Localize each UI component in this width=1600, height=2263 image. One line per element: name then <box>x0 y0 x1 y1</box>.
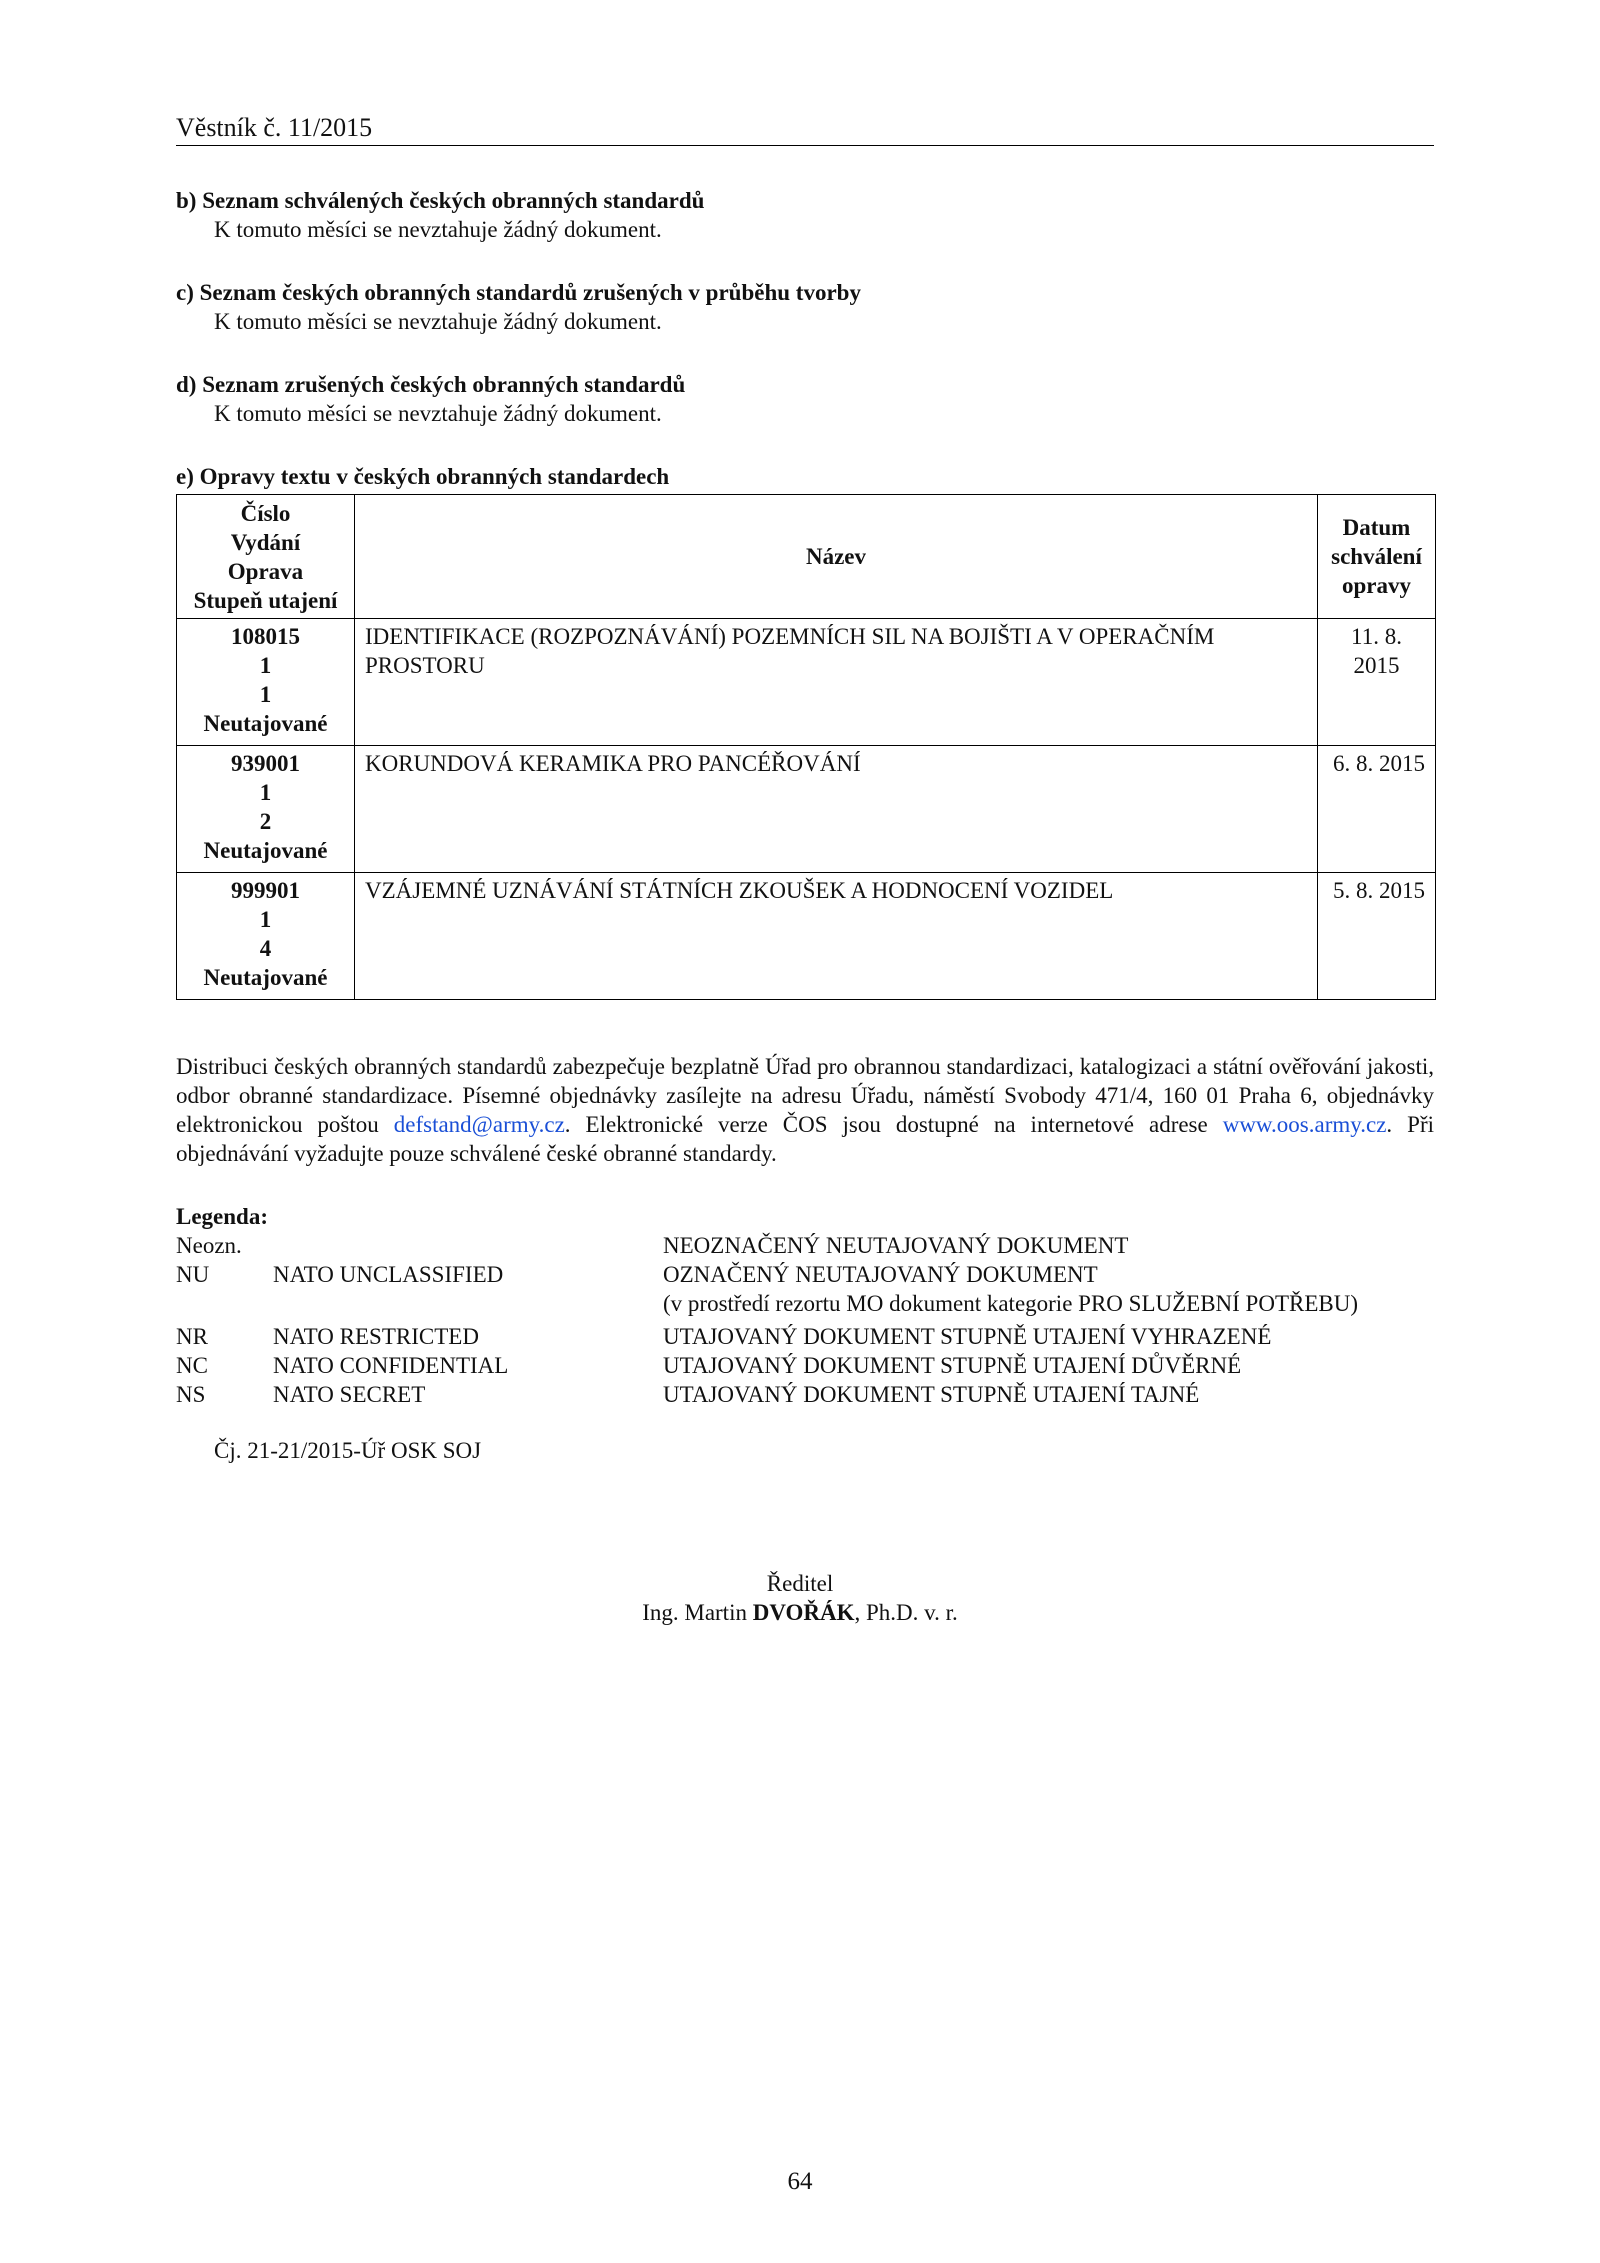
distribution-paragraph <box>176 1052 1434 1168</box>
legend-code: Neozn. <box>176 1233 242 1258</box>
legend-desc: UTAJOVANÝ DOKUMENT STUPNĚ UTAJENÍ DŮVĚRNÉ <box>663 1353 1242 1378</box>
legend-row <box>176 1380 1476 1409</box>
row-correction: 2 <box>259 809 272 834</box>
signature-name-prefix: Ing. Martin <box>642 1600 753 1625</box>
row-name-cell <box>355 619 1318 746</box>
reference-number: Čj. 21-21/2015-Úř OSK SOJ <box>214 1438 482 1463</box>
website-link[interactable]: www.oos.army.cz <box>1222 1112 1387 1137</box>
legend-row <box>176 1322 1476 1351</box>
header-edition: Vydání <box>230 529 301 555</box>
section-e <box>176 462 1434 491</box>
legend-desc: OZNAČENÝ NEUTAJOVANÝ DOKUMENT <box>663 1262 1098 1287</box>
section-b-title: b) Seznam schválených českých obranných standardů <box>176 188 705 213</box>
table-header-row <box>177 495 1436 619</box>
distribution-text: Distribuci českých obranných standardů zabezpečuje bezplatně Úřad pro obrannou standardizaci, katalogizaci a státní ověřování jakosti, odbor obranné standardizace. Písemné objednávky zasílejte na adresu Úřadu, náměstí Svobody 471/4, 160 01 Praha 6, objednávky elektronickou poštou <box>176 1054 1434 1137</box>
legend-title: Legenda: <box>176 1204 268 1229</box>
row-date-cell <box>1318 746 1436 873</box>
legend-row <box>176 1351 1476 1380</box>
legend-code: NR <box>176 1324 208 1349</box>
page-number: 64 <box>787 2168 813 2195</box>
legend-row <box>176 1289 1476 1318</box>
section-b <box>176 186 1434 244</box>
row-name-cell <box>355 873 1318 1000</box>
legend-name: NATO UNCLASSIFIED <box>273 1262 504 1287</box>
row-name-line: KORUNDOVÁ KERAMIKA PRO PANCÉŘOVÁNÍ <box>365 751 861 776</box>
row-name-line: PROSTORU <box>365 653 485 678</box>
row-number: 939001 <box>231 751 300 776</box>
legend-name: NATO RESTRICTED <box>273 1324 479 1349</box>
email-link[interactable]: defstand@army.cz <box>393 1112 565 1137</box>
header-number: Číslo <box>240 500 291 526</box>
table-row <box>177 619 1436 746</box>
row-id-cell <box>177 873 355 1000</box>
row-name-line: IDENTIFIKACE (ROZPOZNÁVÁNÍ) POZEMNÍCH SIL NA BOJIŠTI A V OPERAČNÍM <box>365 624 1215 649</box>
corrections-table <box>176 494 1436 1000</box>
row-date-line: 2015 <box>1353 653 1400 678</box>
row-id-cell <box>177 746 355 873</box>
legend-desc: (v prostředí rezortu MO dokument kategorie PRO SLUŽEBNÍ POTŘEBU) <box>663 1291 1359 1316</box>
header-id-cell <box>177 495 355 619</box>
header-date-2: schválení <box>1331 544 1422 569</box>
page-header: Věstník č. 11/2015 <box>176 113 1434 146</box>
row-correction: 1 <box>259 682 272 707</box>
signature-surname: DVOŘÁK <box>752 1600 855 1625</box>
row-number: 108015 <box>231 624 300 649</box>
table-row <box>177 746 1436 873</box>
row-date-line: 5. 8. 2015 <box>1333 878 1425 903</box>
section-c <box>176 278 1434 336</box>
legend-desc: UTAJOVANÝ DOKUMENT STUPNĚ UTAJENÍ VYHRAZENÉ <box>663 1324 1272 1349</box>
legend-code: NS <box>176 1382 206 1407</box>
row-edition: 1 <box>259 780 272 805</box>
legend-code: NU <box>176 1262 210 1287</box>
row-classification: Neutajované <box>203 838 328 863</box>
row-date-line: 11. 8. <box>1351 624 1402 649</box>
legend-code: NC <box>176 1353 208 1378</box>
row-edition: 1 <box>259 653 272 678</box>
section-b-text: K tomuto měsíci se nevztahuje žádný dokument. <box>214 217 662 242</box>
signature-name <box>0 1598 1600 1627</box>
legend-row <box>176 1231 1476 1260</box>
section-c-text: K tomuto měsíci se nevztahuje žádný dokument. <box>214 309 662 334</box>
section-d-text: K tomuto měsíci se nevztahuje žádný dokument. <box>214 401 662 426</box>
row-id-cell <box>177 619 355 746</box>
row-classification: Neutajované <box>203 965 328 990</box>
header-name: Název <box>355 495 1318 619</box>
section-d <box>176 370 1434 428</box>
header-correction: Oprava <box>227 558 304 584</box>
legend-row <box>176 1260 1476 1289</box>
section-e-title: e) Opravy textu v českých obranných standardech <box>176 464 670 489</box>
distribution-text: . Při objednávání vyžadujte pouze schválené české obranné standardy. <box>176 1112 1434 1166</box>
section-d-title: d) Seznam zrušených českých obranných standardů <box>176 372 686 397</box>
header-date-3: opravy <box>1342 573 1411 598</box>
header-date-1: Datum <box>1342 515 1411 540</box>
row-number: 999901 <box>231 878 300 903</box>
row-date-line: 6. 8. 2015 <box>1333 751 1425 776</box>
row-name-cell <box>355 746 1318 873</box>
row-date-cell <box>1318 873 1436 1000</box>
table-row <box>177 873 1436 1000</box>
header-date-cell <box>1318 495 1436 619</box>
header-classification: Stupeň utajení <box>193 587 338 613</box>
row-date-cell <box>1318 619 1436 746</box>
legend-desc: UTAJOVANÝ DOKUMENT STUPNĚ UTAJENÍ TAJNÉ <box>663 1382 1200 1407</box>
distribution-text: . Elektronické verze ČOS jsou dostupné na internetové adrese <box>564 1112 1223 1137</box>
row-classification: Neutajované <box>203 711 328 736</box>
legend-name: NATO SECRET <box>273 1382 426 1407</box>
legend-desc: NEOZNAČENÝ NEUTAJOVANÝ DOKUMENT <box>663 1233 1129 1258</box>
row-name-line: VZÁJEMNÉ UZNÁVÁNÍ STÁTNÍCH ZKOUŠEK A HODNOCENÍ VOZIDEL <box>365 878 1114 903</box>
row-edition: 1 <box>259 907 272 932</box>
signature-role: Ředitel <box>766 1571 834 1596</box>
legend-name: NATO CONFIDENTIAL <box>273 1353 509 1378</box>
signature-name-suffix: , Ph.D. v. r. <box>854 1600 958 1625</box>
section-c-title: c) Seznam českých obranných standardů zrušených v průběhu tvorby <box>176 280 861 305</box>
row-correction: 4 <box>259 936 272 961</box>
